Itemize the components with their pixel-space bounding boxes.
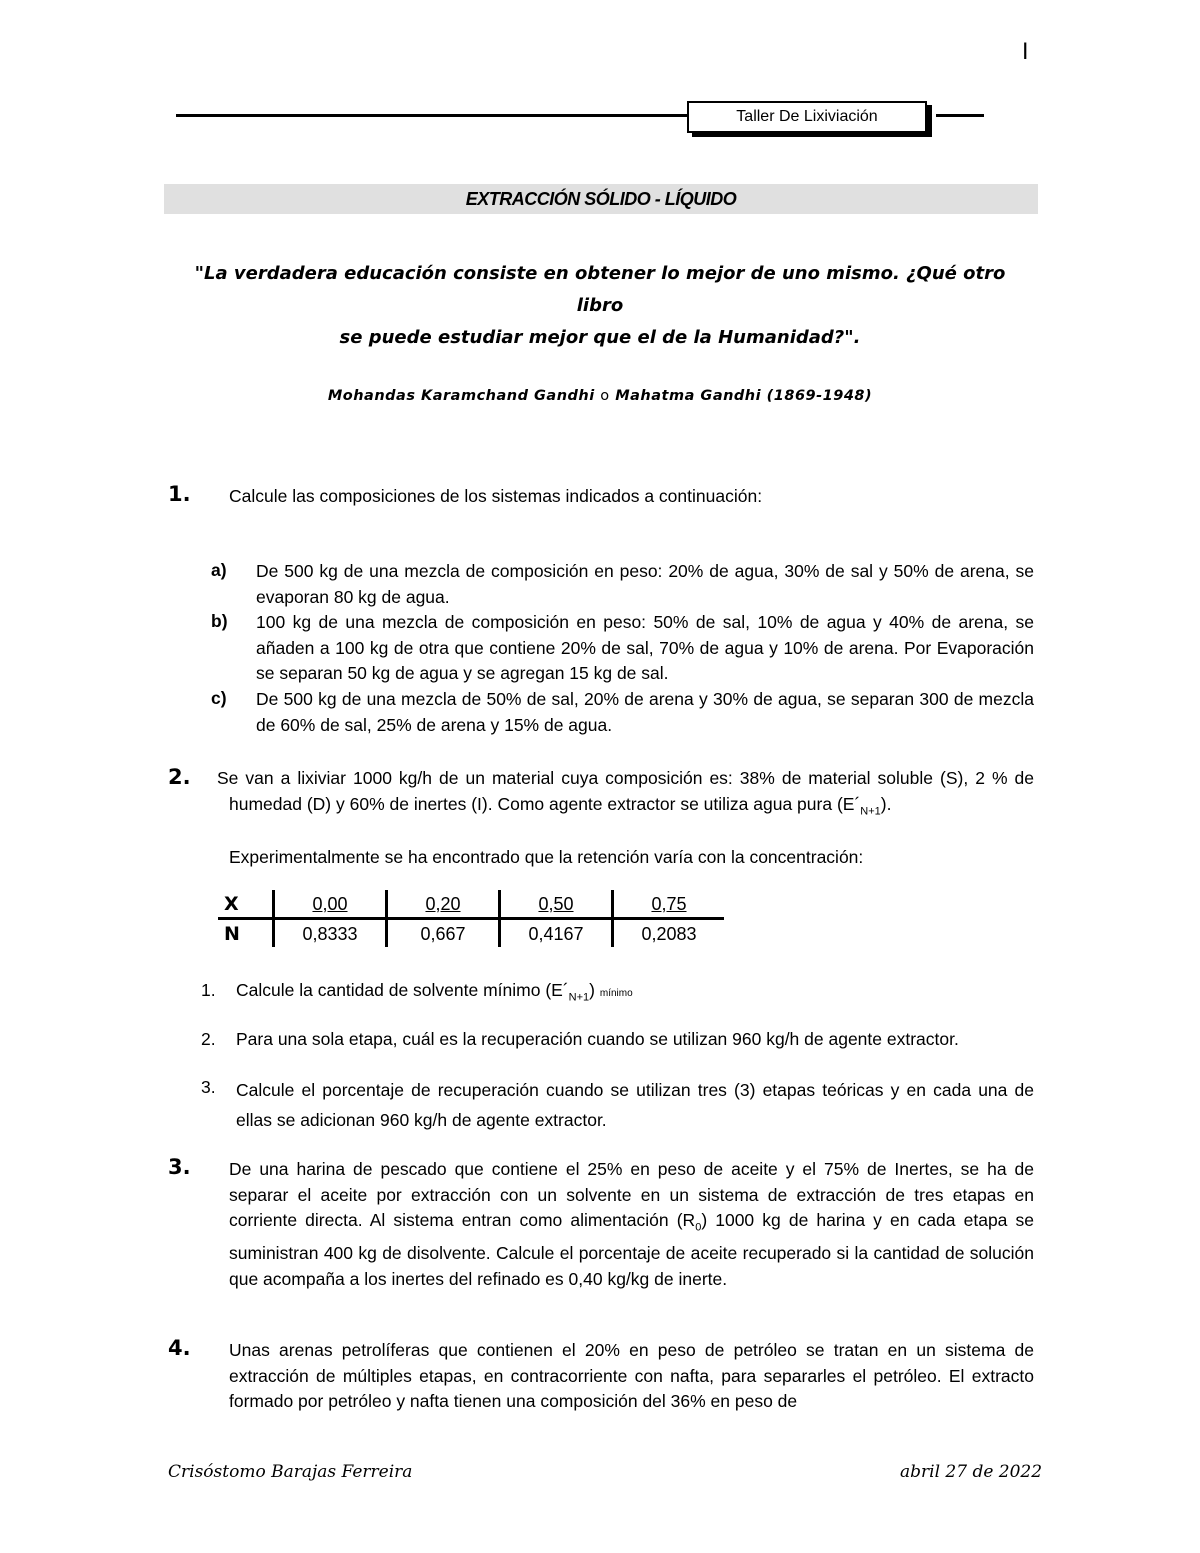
quote-author [170,388,1030,404]
question-2-text-2: Experimentalmente se ha encontrado que la retención varía con la concentración: [229,847,864,867]
question-2-text [217,766,1034,825]
q1-item-c-label: c) [211,688,227,708]
header-rule-left [176,114,688,117]
table-cell: 0,667 [387,919,500,948]
table-cell: 0,50 [500,890,613,919]
row-x-label: X [218,890,274,919]
q2-sub-3-number: 3. [201,1077,216,1097]
page-number: I [1022,40,1029,65]
q2-sub-2-text: Para una sola etapa, cuál es la recuperación cuando se utilizan 960 kg/h de agente extractor. [236,1029,959,1049]
table-row-x [218,890,724,919]
q1-item-c-text: De 500 kg de una mezcla de 50% de sal, 20% de arena y 30% de agua, se separan 300 de mezcla de 60% de sal, 25% de arena y 15% de agua. [256,689,1034,735]
q2-sub-1-text: Calcule la cantidad de solvente mínimo $(E´_{N+1})$ mínimo [236,980,633,1004]
table-row-n [218,919,724,948]
question-1-number: 1. [168,482,191,506]
question-3-number: 3. [168,1155,191,1179]
table-cell: 0,00 [274,890,387,919]
table-cell: 0,75 [613,890,725,919]
quote-line-2: se puede estudiar mejor que el de la Humanidad?". [339,327,861,348]
footer-date: abril 27 de 2022 [900,1462,1043,1482]
footer-author: Crisóstomo Barajas Ferreira [168,1462,413,1482]
table-cell: 0,20 [387,890,500,919]
row-n-label: N [224,923,240,945]
q2-sub-2-number: 2. [201,1029,216,1049]
question-4-number: 4. [168,1336,191,1360]
quote-line-1: "La verdadera educación consiste en obtener lo mejor de uno mismo. ¿Qué otro libro [194,263,1006,316]
question-1-text: Calcule las composiciones de los sistemas indicados a continuación: [229,486,763,506]
author-name-1: Mohandas Karamchand Gandhi [327,388,595,404]
q2-text-close: ). [880,793,892,814]
author-name-2: Mahatma Gandhi (1869-1948) [615,388,873,404]
q1-item-a-label: a) [211,560,227,580]
q2-text-main: Se van a lixiviar 1000 kg/h de un material cuya composición es: 38% de material soluble (S), 2 % de humedad (D) y 60% de inertes (I). Como agente extractor se utiliza agua pura (E´ [217,768,1034,814]
table-cell: 0,2083 [613,919,725,948]
epigraph-quote [170,258,1030,354]
q1-item-b-text: 100 kg de una mezcla de composición en peso: 50% de sal, 10% de agua y 40% de arena, se añaden a 100 kg de otra que contiene 20% de sal, 70% de agua y 10% de arena. Por Evaporación se separan 50 kg de agua y se agregan 15 kg de sal. [256,612,1034,683]
author-connector: o [600,388,610,404]
q1-item-b-label: b) [211,611,228,631]
document-title: EXTRACCIÓN SÓLIDO - LÍQUIDO [164,184,1038,214]
q1-item-a-text: De 500 kg de una mezcla de composición en peso: 20% de agua, 30% de sal y 50% de arena, se evaporan 80 kg de agua. [256,561,1034,607]
header-rule-right [936,114,984,117]
table-cell: 0,4167 [500,919,613,948]
question-2-number: 2. [168,765,191,789]
question-4-text: Unas arenas petrolíferas que contienen el 20% en peso de petróleo se tratan en un sistema de extracción de múltiples etapas, en contracorriente con nafta, para separarles el petróleo. El extracto formado por petróleo y nafta tienen una composición del 36% en peso de [229,1340,1034,1411]
header-title-box: Taller De Lixiviación [687,101,927,133]
retention-table [218,890,724,947]
table-cell: 0,8333 [274,919,387,948]
q2-text-subscript: N+1 [860,805,881,817]
q2-sub-3-text: Calcule el porcentaje de recuperación cuando se utilizan tres (3) etapas teóricas y en cada una de ellas se adicionan 960 kg/h de agente extractor. [236,1080,1034,1130]
q2-sub-1-number: 1. [201,980,216,1000]
question-3-text: De una harina de pescado que contiene el 25% en peso de aceite y el 75% de Inertes, se ha de separar el aceite por extracción con un solvente en un sistema de extracción de tres etapas en corriente directa. Al sistema entran como alimentación $(R_0)$ 1000 kg de harina y en cada etapa se suministran 400 kg de disolvente. Calcule el porcentaje de aceite recuperado si la cantidad de solución que acompaña a los inertes del refinado es 0,40 kg/kg de inerte. [229,1159,1034,1289]
